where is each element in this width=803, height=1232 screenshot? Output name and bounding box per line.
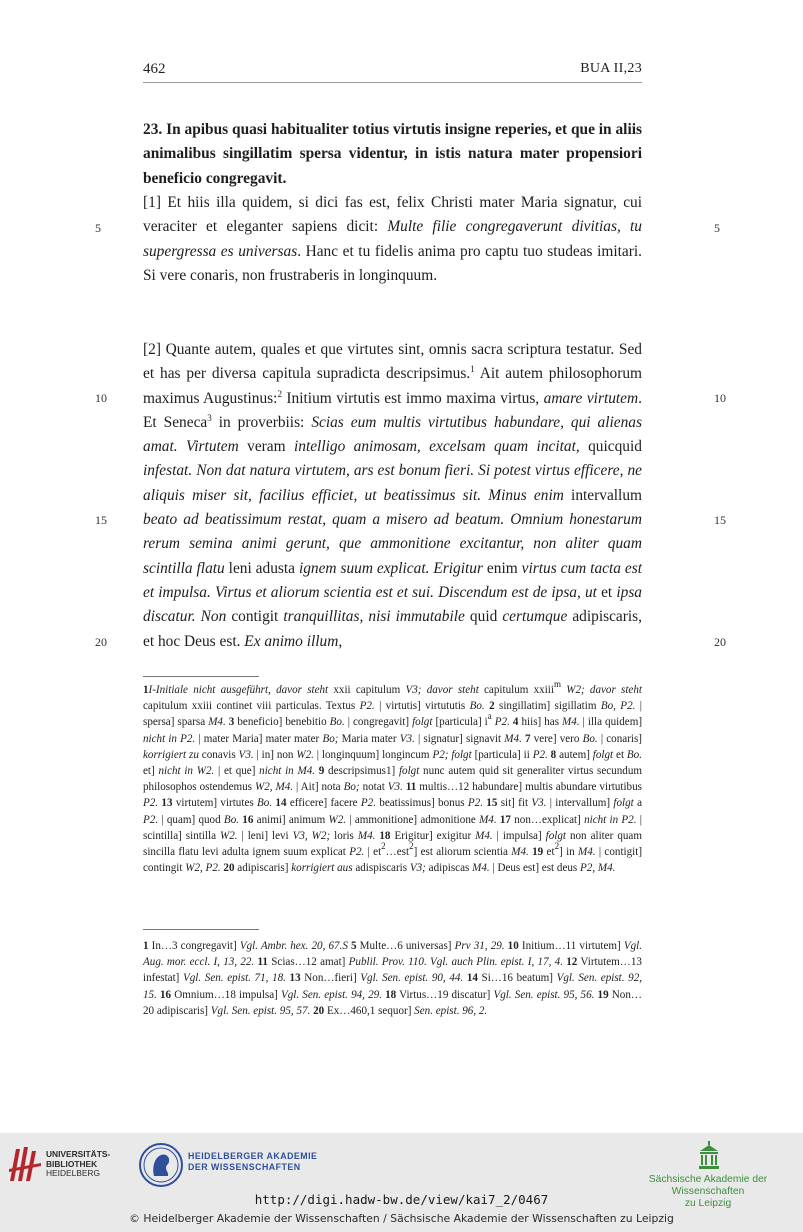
- editorial-note: Vgl. Sen. epist. 95, 57.: [210, 1004, 311, 1017]
- line-reference: 10: [504, 940, 519, 952]
- paragraph-2-quote: beato ad beatissimum restat, quam a misero ad beatum. Omnium honestarum rerum semina animi gerunt, que ammonitione excitantur, non aliter quam scintilla flatu: [143, 511, 642, 577]
- line-reference: 20: [220, 862, 235, 875]
- editorial-note: Vgl. Ambr. hex. 20, 67.S: [239, 940, 348, 952]
- paragraph-1: [143, 191, 642, 288]
- note-text: non aliter quam sincilla flatu levi adulta ignem suum explicat: [143, 829, 642, 859]
- paragraph-1-text: [1] Et hiis illa quidem, si dici fas est, felix Christi mater Maria signatur, cui veraciter et eleganter sapiens dicit:: [143, 194, 642, 236]
- note-text: | illa quidem]: [579, 716, 643, 729]
- note-text: …est: [385, 846, 410, 859]
- editorial-note: P2.: [143, 797, 159, 810]
- line-reference: 13: [158, 797, 173, 810]
- note-text: | virtutis] virtututis: [374, 700, 470, 713]
- note-text: In…3 congregavit]: [148, 940, 240, 952]
- line-reference: 2: [484, 700, 495, 713]
- editorial-note: W2, P2.: [185, 862, 221, 875]
- note-text: Non…fieri]: [300, 972, 361, 985]
- editorial-note: Bo;: [322, 732, 339, 745]
- editorial-note: folgt: [545, 829, 566, 842]
- academy-seal-icon: [138, 1142, 184, 1188]
- editorial-note: Vgl. Sen. epist. 92, 15.: [143, 972, 643, 1001]
- editorial-note: W2.: [296, 748, 314, 761]
- copyright-notice: © Heidelberger Akademie der Wissenschaften / Sächsische Akademie der Wissenschaften zu Leipzig: [129, 1212, 674, 1225]
- note-text: | Deus est] est deus: [489, 862, 581, 875]
- editorial-note: Prv 31, 29.: [454, 940, 505, 952]
- editorial-note: V3.: [387, 781, 403, 794]
- paragraph-2-quote: amare virtutem: [543, 389, 639, 407]
- editorial-note: M4.: [504, 732, 522, 745]
- line-reference: 14: [463, 972, 478, 985]
- line-reference: 4: [509, 716, 519, 729]
- editorial-note: korrigiert aus: [291, 862, 353, 875]
- critical-apparatus: [143, 679, 643, 876]
- editorial-note: Sen. epist. 96, 2.: [414, 1004, 488, 1017]
- editorial-note: folgt: [592, 748, 614, 761]
- university-library-name: [46, 1150, 110, 1179]
- note-text: Multe…6 universas]: [356, 940, 455, 952]
- line-number-10-right: 10: [714, 391, 726, 405]
- note-text: Erigitur] exigitur: [390, 829, 476, 842]
- editorial-note: M4.: [578, 846, 596, 859]
- note-text: | congregavit]: [344, 716, 413, 729]
- editorial-note: M4.: [511, 846, 529, 859]
- superscript: 2: [381, 841, 386, 852]
- editorial-note: M4.: [479, 813, 497, 826]
- editorial-note: Bo.: [626, 748, 643, 761]
- paragraph-1-quote: Multe filie congregaverunt divitias, tu supergressa es universas: [143, 218, 642, 260]
- paragraph-2: [143, 338, 642, 654]
- note-text: | Ait] nota: [293, 781, 344, 794]
- editorial-note: Publil. Prov. 110. Vgl. auch Plin. epist. I, 17, 4.: [348, 956, 563, 969]
- note-text: conavis: [198, 748, 239, 761]
- editorial-note: M4.: [475, 829, 493, 842]
- line-reference: 3: [225, 716, 235, 729]
- line-reference: 12: [562, 956, 578, 969]
- note-text: ] in: [559, 846, 579, 859]
- note-text: capitulum xxiii: [478, 684, 554, 696]
- editorial-note: nicht in M4.: [259, 765, 316, 778]
- paragraph-2-text: Initium virtutis est immo maxima virtus,: [281, 389, 544, 407]
- note-text: et: [613, 748, 627, 761]
- editorial-note: V3.: [238, 748, 254, 761]
- paragraph-2-text: . Et Seneca: [143, 389, 642, 431]
- permalink-url[interactable]: http://digi.hadw-bw.de/view/kai7_2/0467: [254, 1192, 549, 1207]
- note-text: | quam] quod: [158, 813, 224, 826]
- chapter-title: 23. In apibus quasi habitualiter totius virtutis insigne reperies, et que in aliis animalibus singillatim spersa videntur, in istis natura mater propensiori beneficio congregavit.: [143, 121, 642, 187]
- note-text: Omnium…18 impulsa]: [171, 988, 281, 1001]
- paragraph-2-text: et: [596, 583, 617, 601]
- paragraph-2-text: enim: [482, 559, 522, 577]
- superscript: 2: [409, 841, 414, 852]
- editorial-note: M4.: [357, 829, 376, 842]
- line-reference: 17: [496, 813, 511, 826]
- source-notes: [143, 938, 642, 1019]
- paragraph-2-text: Ait autem philosophorum maximus Augustinus:: [143, 365, 642, 407]
- editorial-note: Vgl. Sen. epist. 90, 44.: [360, 972, 464, 985]
- editorial-note: folgt: [398, 765, 420, 778]
- editorial-note: Bo;: [343, 781, 360, 794]
- note-text: | mater Maria] mater mater: [195, 732, 323, 745]
- line-reference: 19: [528, 846, 544, 859]
- editorial-note: nicht in P2.: [584, 813, 637, 826]
- note-text: | signatur] signavit: [414, 732, 505, 745]
- note-text: Virtutem…13 infestat]: [143, 956, 642, 985]
- editorial-note: P2, M4.: [580, 862, 616, 875]
- line-reference: 14: [272, 797, 287, 810]
- paragraph-2-quote: Scias eum multis virtutibus habundare, qui alienas amat. Virtutem: [143, 413, 642, 456]
- superscript: m: [553, 679, 561, 689]
- editorial-note: nicht in P2.: [143, 732, 196, 745]
- note-text: et: [543, 846, 555, 859]
- note-text: nunc autem quid sit generaliter virtus secundum philosophos ostendemus: [143, 765, 642, 794]
- paragraph-2-quote: ignem suum explicat. Erigitur: [298, 559, 483, 577]
- note-text: | leni] levi: [237, 829, 293, 842]
- hadw-line-1: HEIDELBERGER AKADEMIE: [188, 1151, 318, 1161]
- note-text: loris: [330, 829, 358, 842]
- paragraph-2-quote: Ex animo illum,: [244, 632, 343, 650]
- editorial-note: P2.: [532, 748, 548, 761]
- hadw-line-2: DER WISSENSCHAFTEN: [188, 1162, 301, 1172]
- paragraph-2-text: leni adusta: [224, 559, 299, 577]
- note-text: xxii capitulum: [328, 684, 406, 696]
- note-text: [particula] i: [432, 716, 488, 729]
- ub-line-2: BIBLIOTHEK: [46, 1158, 98, 1169]
- paragraph-2-text: quid: [464, 608, 503, 626]
- ub-line-3: HEIDELBERG: [46, 1168, 100, 1179]
- editorial-note: M4.: [472, 862, 490, 875]
- footnote-marker: 2: [277, 388, 282, 399]
- running-head-reference: BUA II,23: [580, 61, 642, 76]
- editorial-note: W2.: [328, 813, 347, 826]
- note-text: vere] vero: [530, 732, 583, 745]
- footer-bar: [0, 1133, 803, 1232]
- editorial-note: M4.: [562, 716, 580, 729]
- paragraph-2-quote: intelligo animosam, excelsam quam incitat,: [293, 438, 580, 456]
- note-text: virtutem] virtutes: [172, 797, 257, 810]
- footnote-marker: 3: [207, 412, 212, 423]
- note-text: | in] non: [253, 748, 297, 761]
- sources-rule: [143, 929, 259, 930]
- note-text: et]: [143, 765, 159, 778]
- note-text: a: [633, 797, 642, 810]
- editorial-note: korrigiert zu: [143, 748, 199, 761]
- line-reference: 1: [143, 940, 149, 952]
- editorial-note: V3, W2;: [292, 829, 331, 842]
- note-text: adipiscaris]: [234, 862, 292, 875]
- editorial-note: P2.: [359, 700, 375, 713]
- editorial-note: P2; folgt: [432, 748, 472, 761]
- saxon-line-1: Sächsische Akademie der Wissenschaften: [648, 1174, 768, 1197]
- editorial-note: Bo.: [582, 732, 598, 745]
- editorial-note: P2.: [491, 716, 510, 729]
- note-text: singillatim] sigillatim: [494, 700, 601, 713]
- line-number-20-left: 20: [95, 635, 107, 649]
- note-text: Maria mater: [338, 732, 400, 745]
- note-text: non…explicat]: [510, 813, 585, 826]
- editorial-note: I-Initiale nicht ausgeführt, davor steht: [148, 684, 329, 696]
- line-reference: 11: [402, 781, 417, 794]
- footnote-marker: 1: [470, 364, 475, 375]
- editorial-note: Bo.: [329, 716, 345, 729]
- line-reference: 13: [285, 972, 301, 985]
- paragraph-2-quote: ipsa discatur. Non: [143, 583, 642, 626]
- line-reference: 11: [254, 956, 268, 969]
- paragraph-2-text: quicquid: [579, 438, 642, 456]
- paragraph-2-quote: infestat. Non dat natura virtutem, ars est bonum fieri. Si potest virtus efficere, ne aliquis miser sit, facilius efficiet, ut beatissimus sit. Minus enim: [143, 462, 642, 504]
- line-number-20-right: 20: [714, 635, 726, 649]
- note-text: ] est aliorum scientia: [413, 846, 512, 859]
- note-text: [particula] ii: [471, 748, 533, 761]
- paragraph-2-quote: certumque: [502, 608, 568, 626]
- editorial-note: Vgl. Sen. epist. 95, 56.: [493, 988, 595, 1001]
- editorial-note: W2.: [219, 829, 238, 842]
- note-text: Scias…12 amat]: [267, 956, 349, 969]
- line-reference: 9: [315, 765, 325, 778]
- line-number-15-left: 15: [95, 513, 107, 527]
- note-text: beatissimus] bonus: [375, 797, 468, 810]
- note-text: Initium…11 virtutem]: [518, 940, 624, 952]
- editorial-note: P2.: [349, 846, 365, 859]
- header-rule: [143, 82, 642, 83]
- note-text: multis…12 habundare] multis abundare virtutibus: [416, 781, 642, 794]
- line-number-5-left: 5: [95, 221, 101, 235]
- note-text: beneficio] benebitio: [234, 716, 330, 729]
- apparatus-rule: [143, 676, 259, 677]
- note-text: hiis] has: [518, 716, 563, 729]
- note-text: Ex…460,1 sequor]: [324, 1004, 415, 1017]
- page-number: 462: [143, 61, 166, 77]
- editorial-note: V3.: [531, 797, 547, 810]
- note-text: adipiscas: [425, 862, 473, 875]
- line-reference: 18: [381, 988, 397, 1001]
- note-text: Virtus…19 discatur]: [396, 988, 494, 1001]
- note-text: efficere] facere: [286, 797, 361, 810]
- editorial-note: P2.: [360, 797, 376, 810]
- line-reference: 20: [310, 1004, 325, 1017]
- paragraph-1-text: . Hanc et tu fidelis anima pro captu tuo studeas imitari. Si vere conaris, non frustraberis in longinquum.: [143, 242, 642, 284]
- note-text: Si…16 beatum]: [477, 972, 557, 985]
- note-text: descripsimus1]: [324, 765, 399, 778]
- note-text: notat: [359, 781, 388, 794]
- note-text: | conaris]: [597, 732, 642, 745]
- line-reference: 19: [594, 988, 609, 1001]
- note-text: | et: [364, 846, 382, 859]
- editorial-note: Vgl. Sen. epist. 71, 18.: [182, 972, 286, 985]
- paragraph-2-quote: virtus cum tacta est et impulsa. Virtus et aliorum scientia est et sui. Discendum est de ipsa, ut: [143, 559, 642, 601]
- line-reference: 1: [143, 684, 149, 696]
- editorial-note: folgt: [412, 716, 433, 729]
- paragraph-2-text: in proverbiis:: [211, 413, 312, 431]
- editorial-note: Vgl. Sen. epist. 94, 29.: [280, 988, 382, 1001]
- editorial-note: P2.: [467, 797, 483, 810]
- editorial-note: folgt: [613, 797, 634, 810]
- note-text: sit] fit: [497, 797, 532, 810]
- note-text: capitulum xxiii continet viii particulas. Textus: [143, 700, 360, 713]
- editorial-note: Bo.: [223, 813, 240, 826]
- note-text: | et que]: [214, 765, 260, 778]
- university-library-logo-icon: [8, 1143, 42, 1183]
- line-number-15-right: 15: [714, 513, 726, 527]
- note-text: | intervallum]: [546, 797, 614, 810]
- heidelberg-academy-name: [188, 1151, 317, 1173]
- paragraph-2-text: contigit: [226, 608, 284, 626]
- editorial-note: Vgl. Aug. mor. eccl. I, 13, 22.: [143, 940, 642, 969]
- editorial-note: V3; davor steht: [405, 684, 479, 696]
- editorial-note: P2.: [143, 813, 159, 826]
- note-text: | spersa] sparsa: [143, 700, 642, 729]
- superscript: a: [487, 711, 492, 722]
- note-text: adispiscaris: [352, 862, 410, 875]
- editorial-note: V3.: [399, 732, 415, 745]
- note-text: | ammonitione] admonitione: [346, 813, 480, 826]
- paragraph-2-text: adipiscaris, et hoc Deus est.: [143, 608, 642, 650]
- line-reference: 16: [239, 813, 254, 826]
- line-reference: 16: [156, 988, 172, 1001]
- note-text: | scintilla] sintilla: [143, 813, 642, 842]
- editorial-note: W2; davor steht: [560, 684, 642, 696]
- note-text: autem]: [556, 748, 593, 761]
- line-reference: 5: [347, 940, 357, 952]
- editorial-note: M4.: [208, 716, 226, 729]
- line-number-5-right: 5: [714, 221, 720, 235]
- editorial-note: Bo.: [469, 700, 485, 713]
- saxon-academy-building-icon: [698, 1141, 720, 1169]
- editorial-note: V3;: [409, 862, 426, 875]
- paragraph-2-text: intervallum: [563, 486, 643, 504]
- line-reference: 18: [375, 829, 391, 842]
- note-text: Non…20 adipiscaris]: [143, 988, 642, 1017]
- line-reference: 15: [482, 797, 498, 810]
- note-text: | contigit] contingit: [143, 846, 643, 875]
- note-text: | longinquum] longincum: [313, 748, 433, 761]
- paragraph-2-text: veram: [238, 438, 294, 456]
- editorial-note: W2, M4.: [254, 781, 294, 794]
- note-text: | impulsa]: [492, 829, 546, 842]
- paragraph-2-quote: tranquillitas, nisi immutabile: [283, 608, 465, 626]
- ub-line-1: UNIVERSITÄTS-: [46, 1149, 111, 1159]
- editorial-note: Bo.: [257, 797, 273, 810]
- paragraph-2-text: [2] Quante autem, quales et que virtutes sint, omnis sacra scriptura testatur. Sed et has per diversa capitula supradicta descripsimus.: [143, 341, 642, 383]
- editorial-note: Bo, P2.: [600, 700, 636, 713]
- editorial-note: nicht in W2.: [158, 765, 215, 778]
- line-number-10-left: 10: [95, 391, 107, 405]
- superscript: 2: [554, 841, 560, 852]
- saxon-line-2: zu Leipzig: [684, 1198, 732, 1209]
- note-text: animi] animum: [253, 813, 329, 826]
- line-reference: 7: [521, 732, 531, 745]
- line-reference: 8: [547, 748, 557, 761]
